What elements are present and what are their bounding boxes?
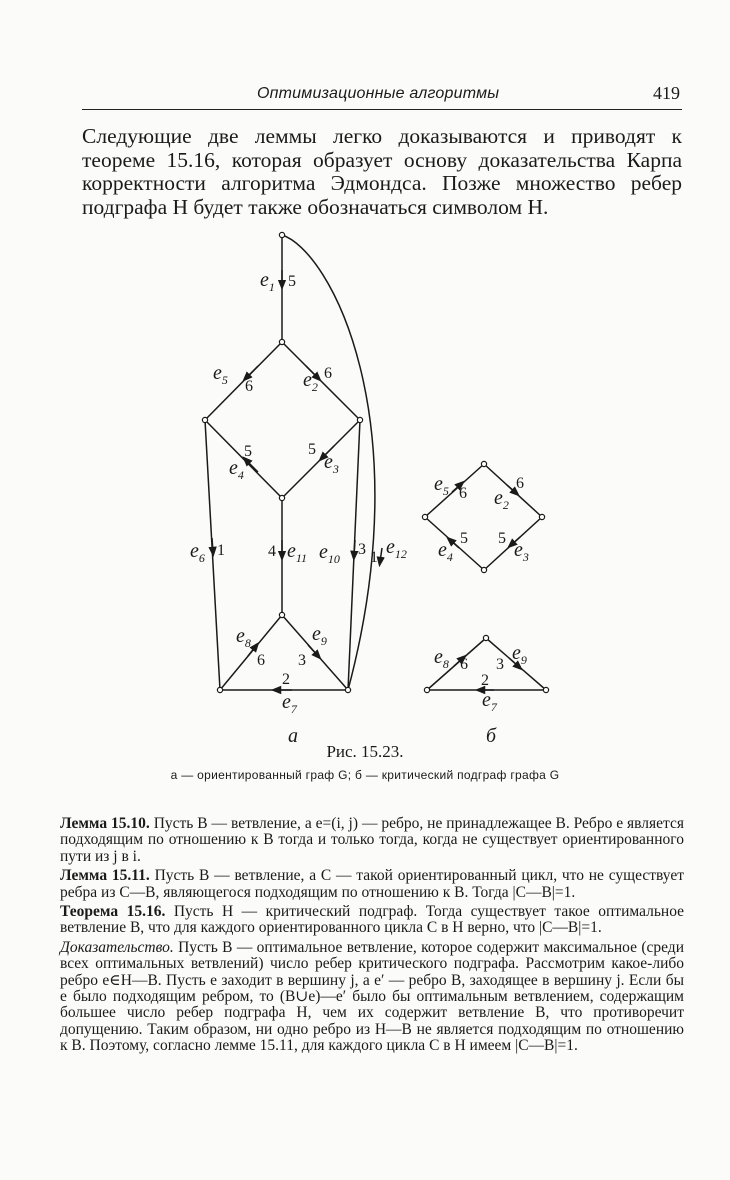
edge-weight: 6 [459,485,467,502]
vertex [483,635,488,640]
running-title: Оптимизационные алгоритмы [257,85,500,102]
vertex [424,687,429,692]
lemma-15-10-text: Пусть B — ветвление, а e=(i, j) — ребро, не принадлежащее B. Ребро e является подходящим по отношению к B тогда и только тогда, когда не существует ориентированного пути из j в i. [60,815,685,865]
edge-weight: 1 [370,549,378,566]
edge-name: $e_8$ [236,625,251,650]
edge-e6-arrow [212,538,213,552]
edge-name: $e_6$ [190,540,205,565]
edge-name: $e_2$ [303,369,318,394]
edge-weight: 1 [217,542,225,559]
edge-name: $e_{10}$ [319,541,340,566]
edge-name: $e_8$ [434,646,449,671]
vertex [279,232,284,237]
edge-weight: 6 [257,652,265,669]
body-text [60,816,684,1058]
edge-name: $e_2$ [494,487,509,512]
lemma-15-11 [60,868,684,901]
edge-e2 [282,342,360,420]
edge-e2-arrow [507,485,516,493]
edge-name: $e_{12}$ [386,536,407,561]
edge-name: $e_5$ [213,362,228,387]
edge-e4-arrow [246,460,258,472]
edge-name: $e_7$ [282,691,297,716]
edge-e10-arrow [354,540,355,556]
edge-name: $e_5$ [434,473,449,498]
theorem-15-16-text: Пусть H — критический подграф. Тогда существует такое оптимальное ветвление B, что для каждого ориентированного цикла C в H верно, что |C—B|=1. [60,903,685,937]
edge-e5-arrow [246,366,258,378]
vertex [481,567,486,572]
edge-weight: 4 [268,543,276,560]
lemma-15-11-text: Пусть B — ветвление, а C — такой ориентированный цикл, что не существует ребра из C—B, являющегося подходящим по отношению к B. Тогда |C—B|=1. [60,867,684,901]
edge-name: $e_4$ [229,457,244,482]
edge-name: $e_4$ [438,539,453,564]
proof [60,940,684,1055]
edge-name: $e_3$ [324,451,339,476]
edge-weight: 6 [516,475,524,492]
page-number: 419 [653,83,680,103]
vertex [345,687,350,692]
vertex [217,687,222,692]
edge-name: $e_3$ [514,539,529,564]
edge-weight: 6 [324,365,332,382]
edge-weight: 5 [288,273,296,290]
vertex [543,687,548,692]
graph-b-labels [434,473,529,747]
vertex [357,417,362,422]
vertex [279,339,284,344]
edge-e12-arrow [380,548,382,562]
vertex [422,514,427,519]
vertex [279,612,284,617]
lemma-15-10 [60,816,684,865]
theorem-15-16-title: Теорема 15.16. [60,903,166,921]
edge-weight: 2 [481,672,489,689]
edge-name: $e_{11}$ [287,540,307,565]
vertex [202,417,207,422]
vertex [279,495,284,500]
edge-e3 [282,420,360,498]
edge-e4-arrow [450,540,459,548]
proof-title: Доказательство. [60,938,174,956]
lemma-15-11-title: Лемма 15.11. [60,867,150,885]
edge-weight: 5 [308,441,316,458]
lemma-15-10-title: Лемма 15.10. [60,815,150,832]
edge-name: $e_1$ [260,269,275,294]
edge-weight: 5 [244,443,252,460]
edge-name: $e_9$ [512,642,527,667]
panel-label-a: а [288,725,298,747]
edge-weight: 5 [460,530,468,547]
figure-caption: Рис. 15.23. [326,742,404,761]
edge-weight: 3 [358,541,366,558]
edge-e9-arrow [308,645,318,656]
edge-weight: 5 [498,530,506,547]
edge-weight: 3 [298,652,306,669]
intro-paragraph: Следующие две леммы легко доказываются и приводят к теореме 15.16, которая образует основу доказательства Карпа корректности алгоритма Эдмондса. Позже множество ребер подграфа H будет также обозначаться символом H. [82,124,682,219]
theorem-15-16 [60,904,684,937]
vertex [539,514,544,519]
vertex [481,461,486,466]
edge-weight: 6 [460,656,468,673]
panel-label-b: б [486,725,497,747]
figure-legend: а — ориентированный граф G; б — критический подграф графа G [170,768,560,782]
edge-weight: 3 [496,656,504,673]
edge-name: $e_9$ [312,623,327,648]
proof-text: Пусть B — оптимальное ветвление, которое содержит максимальное (среди всех оптимальных ветвлений) число ребер критического подграфа. Рассмотрим какое-либо ребро e∈H—B. Пусть e заходит в вершину j, а e′ — ребро B, заходящее в вершину j. Если бы e было подходящим ребром, то (B∪e)—e′ было бы оптимальным ветвлением, содержащим большее число ребер подграфа H, чем их содержит ветвление B, что противоречит допущению. Таким образом, ни одно ребро из H—B не является подходящим по отношению к B. Поэтому, согласно лемме 15.11, для каждого цикла C в H имеем |C—B|=1. [60,938,684,1055]
edge-weight: 6 [245,378,253,395]
edge-name: $e_7$ [482,689,497,714]
edge-weight: 2 [282,671,290,688]
